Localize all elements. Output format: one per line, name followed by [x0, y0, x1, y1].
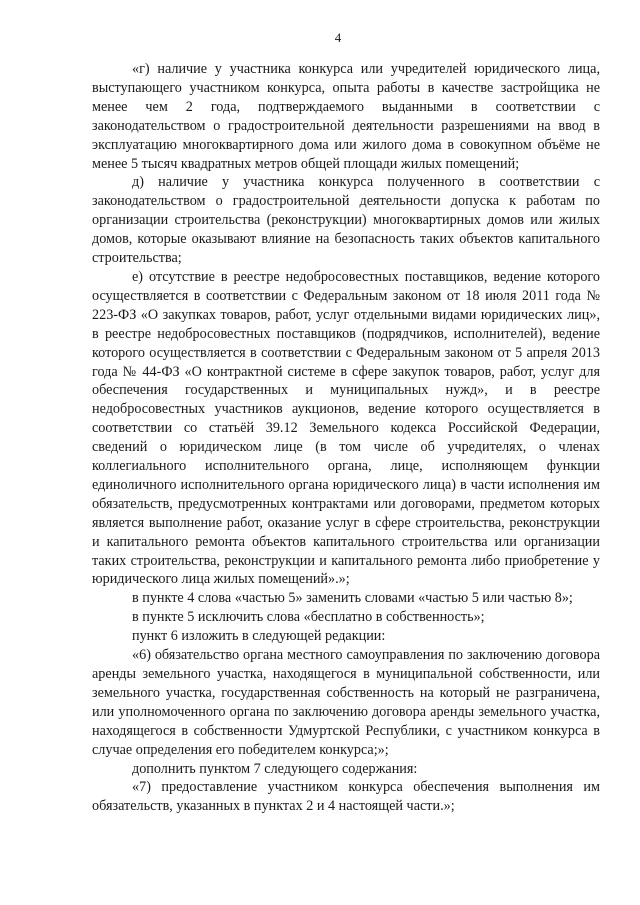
paragraph-point-7-text: «7) предоставление участником конкурса обеспечения выполнения им обязательств, указанных в пунктах 2 и 4 настоящей части.»;	[92, 779, 600, 815]
paragraph-add-point-7: дополнить пунктом 7 следующего содержания:	[132, 760, 418, 777]
paragraph-amend-point-6: пункт 6 изложить в следующей редакции:	[132, 628, 386, 645]
paragraph-item-e: е) отсутствие в реестре недобросовестных поставщиков, ведение которого осуществляется в соответствии с Федеральным законом от 18 июля 2011 года № 223-ФЗ «О закупках товаров, работ, услуг отдельными видами юридических лиц», в реестре недобросовестных поставщиков (подрядчиков, исполнителей), ведение которого осуществляется в соответствии с Федеральным законом от 5 апреля 2013 года № 44-ФЗ «О контрактной системе в сфере закупок товаров, работ, услуг для обеспечения государственных и муниципальных нужд», и в реестре недобросовестных участников аукционов, ведение которого осуществляется в соответствии со статьёй 39.12 Земельного кодекса Российской Федерации, сведений о юридическом лице (в том числе об учредителях, о членах коллегиального исполнительного органа, лице, исполняющем функции единоличного исполнительного органа юридического лица) в части исполнения им обязательств, предусмотренных контрактами или договорами, предметом которых является выполнение работ, оказание услуг в сфере строительства, реконструкции и капитального ремонта объектов капитального строительства или организации таких строительства, реконструкции и капитального ремонта либо приобретение у юридического лица жилых помещений».»;	[92, 268, 600, 588]
paragraph-item-d: д) наличие у участника конкурса полученного в соответствии с законодательством о градостроительной деятельности допуска к работам по организации строительства (реконструкции) многоквартирных домов или жилых домов, которые оказывают влияние на безопасность таких объектов капитального строительства;	[92, 174, 600, 267]
paragraph-amend-point-5: в пункте 5 исключить слова «бесплатно в собственность»;	[132, 609, 485, 626]
page-number: 4	[334, 30, 342, 45]
document-body	[92, 60, 600, 816]
paragraph-point-6-text: «6) обязательство органа местного самоуправления по заключению договора аренды земельного участка, находящегося в муниципальной собственности, или земельного участка, государственная собственность на который не разграничена, или уполномоченного органа по заключению договора аренды земельного участка, находящегося в собственности Удмуртской Республики, с участником конкурса в случае определения его победителем конкурса;»;	[92, 647, 600, 758]
paragraph-item-g: «г) наличие у участника конкурса или учредителей юридического лица, выступающего участником конкурса, опыта работы в качестве застройщика не менее чем 2 года, подтверждаемого выданными в соответствии с законодательством о градостроительной деятельности разрешениями на ввод в эксплуатацию многоквартирного дома или жилого дома в совокупном объёме не менее 5 тысяч квадратных метров общей площади жилых помещений;	[92, 61, 600, 172]
paragraph-amend-point-4: в пункте 4 слова «частью 5» заменить словами «частью 5 или частью 8»;	[132, 590, 573, 607]
